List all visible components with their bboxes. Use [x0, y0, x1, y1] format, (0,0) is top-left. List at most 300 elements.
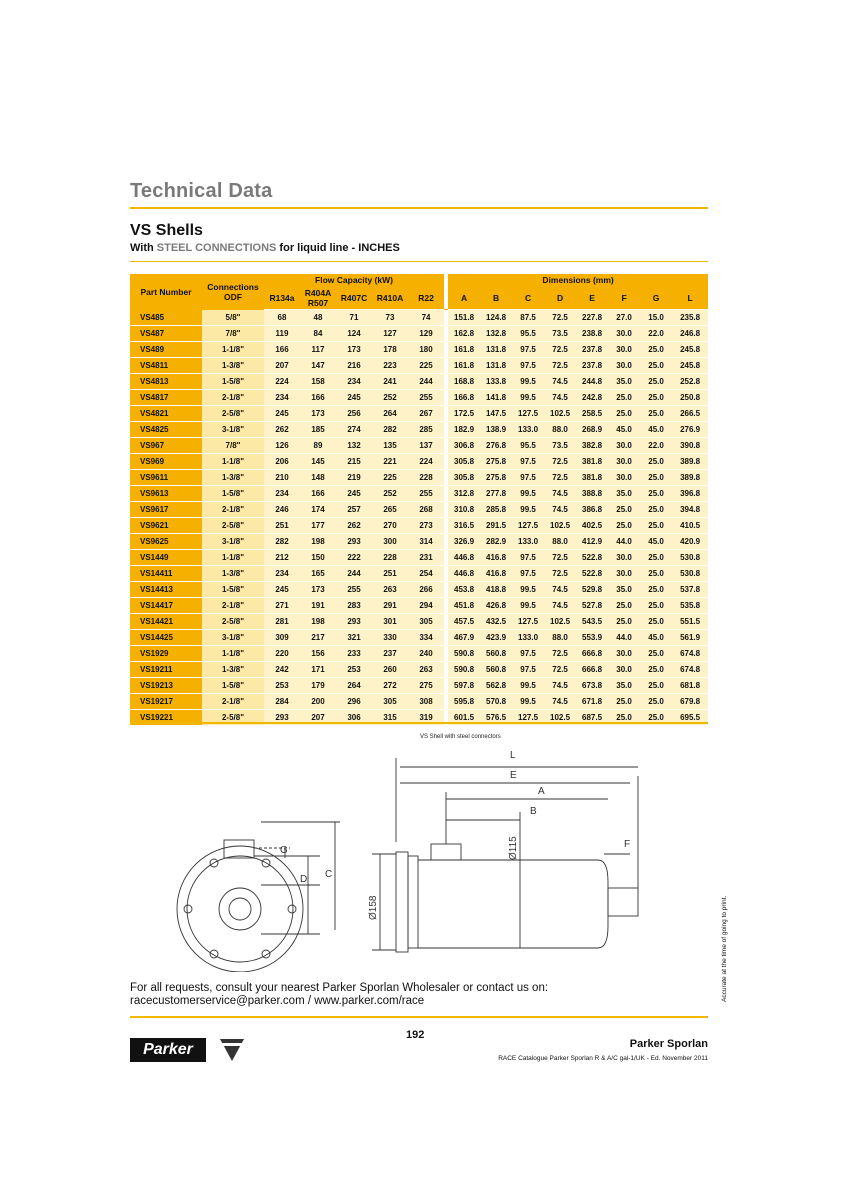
value-cell: 207 — [264, 358, 300, 374]
value-cell: 25.0 — [608, 694, 640, 710]
value-cell: 88.0 — [544, 534, 576, 550]
connection-cell: 1-5/8" — [202, 678, 264, 694]
value-cell: 234 — [336, 374, 372, 390]
specs-table — [130, 274, 708, 725]
value-cell: 281 — [264, 614, 300, 630]
value-cell: 227.8 — [576, 310, 608, 326]
value-cell: 412.9 — [576, 534, 608, 550]
value-cell: 161.8 — [448, 342, 480, 358]
value-cell: 72.5 — [544, 358, 576, 374]
product-subtitle — [130, 242, 400, 254]
value-cell: 172.5 — [448, 406, 480, 422]
value-cell: 25.0 — [640, 470, 672, 486]
value-cell: 301 — [372, 614, 408, 630]
value-cell: 129 — [408, 326, 444, 342]
value-cell: 457.5 — [448, 614, 480, 630]
value-cell: 570.8 — [480, 694, 512, 710]
value-cell: 177 — [300, 518, 336, 534]
part-number-cell: VS485 — [130, 310, 202, 326]
label-D: D — [300, 874, 308, 885]
value-cell: 291.5 — [480, 518, 512, 534]
part-number-cell: VS4811 — [130, 358, 202, 374]
value-cell: 99.5 — [512, 502, 544, 518]
value-cell: 35.0 — [608, 486, 640, 502]
value-cell: 242 — [264, 662, 300, 678]
value-cell: 294 — [408, 598, 444, 614]
value-cell: 74.5 — [544, 502, 576, 518]
value-cell: 312.8 — [448, 486, 480, 502]
value-cell: 73.5 — [544, 438, 576, 454]
end-view-port-outer — [219, 888, 261, 930]
value-cell: 127 — [372, 326, 408, 342]
value-cell: 25.0 — [608, 518, 640, 534]
value-cell: 212 — [264, 550, 300, 566]
value-cell: 68 — [264, 310, 300, 326]
value-cell: 234 — [264, 390, 300, 406]
value-cell: 25.0 — [640, 374, 672, 390]
value-cell: 161.8 — [448, 358, 480, 374]
value-cell: 330 — [372, 630, 408, 646]
connection-cell: 7/8" — [202, 438, 264, 454]
value-cell: 99.5 — [512, 582, 544, 598]
value-cell: 15.0 — [640, 310, 672, 326]
value-cell: 245.8 — [672, 342, 708, 358]
value-cell: 25.0 — [640, 502, 672, 518]
value-cell: 326.9 — [448, 534, 480, 550]
value-cell: 71 — [336, 310, 372, 326]
value-cell: 74.5 — [544, 390, 576, 406]
value-cell: 72.5 — [544, 470, 576, 486]
value-cell: 262 — [264, 422, 300, 438]
value-cell: 253 — [264, 678, 300, 694]
value-cell: 666.8 — [576, 646, 608, 662]
value-cell: 245 — [264, 582, 300, 598]
value-cell: 99.5 — [512, 678, 544, 694]
value-cell: 45.0 — [640, 422, 672, 438]
value-cell: 27.0 — [608, 310, 640, 326]
value-cell: 388.8 — [576, 486, 608, 502]
header-flow-capacity: Flow Capacity (kW) — [264, 274, 444, 287]
value-cell: 529.8 — [576, 582, 608, 598]
value-cell: 25.0 — [640, 566, 672, 582]
value-cell: 535.8 — [672, 598, 708, 614]
value-cell: 553.9 — [576, 630, 608, 646]
label-B: B — [530, 806, 537, 817]
connection-cell: 1-3/8" — [202, 566, 264, 582]
value-cell: 166 — [300, 486, 336, 502]
value-cell: 275.8 — [480, 454, 512, 470]
value-cell: 25.0 — [640, 486, 672, 502]
part-number-cell: VS9625 — [130, 534, 202, 550]
value-cell: 151.8 — [448, 310, 480, 326]
end-view-nipple — [224, 840, 254, 858]
value-cell: 25.0 — [640, 582, 672, 598]
header-col: R410A — [372, 287, 408, 310]
table-row — [130, 406, 708, 422]
value-cell: 255 — [408, 390, 444, 406]
value-cell: 246 — [264, 502, 300, 518]
header-col: A — [448, 287, 480, 310]
value-cell: 263 — [408, 662, 444, 678]
value-cell: 25.0 — [608, 390, 640, 406]
value-cell: 210 — [264, 470, 300, 486]
value-cell: 30.0 — [608, 438, 640, 454]
table-row — [130, 422, 708, 438]
value-cell: 99.5 — [512, 486, 544, 502]
label-L: L — [510, 750, 516, 761]
value-cell: 300 — [372, 534, 408, 550]
value-cell: 117 — [300, 342, 336, 358]
table-row — [130, 342, 708, 358]
value-cell: 231 — [408, 550, 444, 566]
value-cell: 250.8 — [672, 390, 708, 406]
value-cell: 235.8 — [672, 310, 708, 326]
part-number-cell: VS19213 — [130, 678, 202, 694]
value-cell: 334 — [408, 630, 444, 646]
value-cell: 119 — [264, 326, 300, 342]
value-cell: 223 — [372, 358, 408, 374]
value-cell: 674.8 — [672, 646, 708, 662]
value-cell: 264 — [336, 678, 372, 694]
table-body — [130, 310, 708, 726]
part-number-cell: VS14417 — [130, 598, 202, 614]
value-cell: 25.0 — [640, 678, 672, 694]
footer-divider — [130, 1016, 708, 1018]
value-cell: 234 — [264, 486, 300, 502]
value-cell: 127.5 — [512, 614, 544, 630]
part-number-cell: VS19217 — [130, 694, 202, 710]
value-cell: 150 — [300, 550, 336, 566]
value-cell: 251 — [264, 518, 300, 534]
table-row — [130, 326, 708, 342]
value-cell: 245 — [336, 486, 372, 502]
value-cell: 244 — [408, 374, 444, 390]
value-cell: 237.8 — [576, 342, 608, 358]
value-cell: 131.8 — [480, 342, 512, 358]
value-cell: 273 — [408, 518, 444, 534]
value-cell: 30.0 — [608, 326, 640, 342]
value-cell: 673.8 — [576, 678, 608, 694]
value-cell: 309 — [264, 630, 300, 646]
value-cell: 275 — [408, 678, 444, 694]
value-cell: 272 — [372, 678, 408, 694]
value-cell: 274 — [336, 422, 372, 438]
value-cell: 174 — [300, 502, 336, 518]
value-cell: 87.5 — [512, 310, 544, 326]
value-cell: 560.8 — [480, 662, 512, 678]
value-cell: 382.8 — [576, 438, 608, 454]
value-cell: 89 — [300, 438, 336, 454]
value-cell: 671.8 — [576, 694, 608, 710]
value-cell: 198 — [300, 614, 336, 630]
value-cell: 25.0 — [608, 614, 640, 630]
value-cell: 530.8 — [672, 566, 708, 582]
value-cell: 156 — [300, 646, 336, 662]
label-C: C — [325, 869, 333, 880]
value-cell: 97.5 — [512, 646, 544, 662]
value-cell: 687.5 — [576, 710, 608, 726]
value-cell: 244 — [336, 566, 372, 582]
connection-cell: 2-1/8" — [202, 694, 264, 710]
value-cell: 72.5 — [544, 662, 576, 678]
value-cell: 265 — [372, 502, 408, 518]
connection-cell: 1-1/8" — [202, 342, 264, 358]
part-number-cell: VS4813 — [130, 374, 202, 390]
value-cell: 72.5 — [544, 454, 576, 470]
part-number-cell: VS14421 — [130, 614, 202, 630]
value-cell: 266 — [408, 582, 444, 598]
header-col: G — [640, 287, 672, 310]
title-divider — [130, 207, 708, 209]
table-row — [130, 358, 708, 374]
value-cell: 72.5 — [544, 342, 576, 358]
value-cell: 137 — [408, 438, 444, 454]
bolt-hole — [288, 905, 296, 913]
part-number-cell: VS14411 — [130, 566, 202, 582]
value-cell: 25.0 — [640, 662, 672, 678]
bolt-hole — [184, 905, 192, 913]
value-cell: 147 — [300, 358, 336, 374]
connection-cell: 7/8" — [202, 326, 264, 342]
connection-cell: 3-1/8" — [202, 534, 264, 550]
value-cell: 132.8 — [480, 326, 512, 342]
value-cell: 191 — [300, 598, 336, 614]
value-cell: 530.8 — [672, 550, 708, 566]
section-title: Technical Data — [130, 180, 273, 202]
part-number-cell: VS489 — [130, 342, 202, 358]
value-cell: 245 — [336, 390, 372, 406]
value-cell: 25.0 — [640, 550, 672, 566]
table-row — [130, 646, 708, 662]
value-cell: 74.5 — [544, 582, 576, 598]
value-cell: 590.8 — [448, 646, 480, 662]
value-cell: 601.5 — [448, 710, 480, 726]
value-cell: 390.8 — [672, 438, 708, 454]
part-number-cell: VS969 — [130, 454, 202, 470]
value-cell: 263 — [372, 582, 408, 598]
value-cell: 522.8 — [576, 550, 608, 566]
value-cell: 238.8 — [576, 326, 608, 342]
sporlan-logo — [218, 1037, 246, 1063]
value-cell: 284 — [264, 694, 300, 710]
table-row — [130, 662, 708, 678]
value-cell: 264 — [372, 406, 408, 422]
part-number-cell: VS487 — [130, 326, 202, 342]
header-col: L — [672, 287, 708, 310]
value-cell: 84 — [300, 326, 336, 342]
value-cell: 252.8 — [672, 374, 708, 390]
value-cell: 221 — [372, 454, 408, 470]
value-cell: 293 — [264, 710, 300, 726]
value-cell: 270 — [372, 518, 408, 534]
value-cell: 293 — [336, 534, 372, 550]
value-cell: 314 — [408, 534, 444, 550]
value-cell: 291 — [372, 598, 408, 614]
connection-cell: 1-1/8" — [202, 646, 264, 662]
value-cell: 132 — [336, 438, 372, 454]
header-col: R407C — [336, 287, 372, 310]
subtitle-divider — [130, 261, 708, 262]
value-cell: 158 — [300, 374, 336, 390]
header-col: R404A R507 — [300, 287, 336, 310]
value-cell: 30.0 — [608, 358, 640, 374]
value-cell: 237 — [372, 646, 408, 662]
connection-cell: 1-3/8" — [202, 470, 264, 486]
table-row — [130, 678, 708, 694]
connection-cell: 1-5/8" — [202, 486, 264, 502]
connection-cell: 2-5/8" — [202, 614, 264, 630]
value-cell: 283 — [336, 598, 372, 614]
part-number-cell: VS4825 — [130, 422, 202, 438]
value-cell: 285.8 — [480, 502, 512, 518]
label-G: G — [280, 845, 288, 856]
value-cell: 166 — [264, 342, 300, 358]
connection-cell: 1-3/8" — [202, 358, 264, 374]
footer-contact-line: For all requests, consult your nearest Parker Sporlan Wholesaler or contact us on: — [130, 982, 549, 994]
connection-cell: 1-5/8" — [202, 374, 264, 390]
value-cell: 576.5 — [480, 710, 512, 726]
value-cell: 74.5 — [544, 486, 576, 502]
value-cell: 45.0 — [640, 630, 672, 646]
value-cell: 293 — [336, 614, 372, 630]
value-cell: 173 — [300, 406, 336, 422]
value-cell: 418.8 — [480, 582, 512, 598]
part-number-cell: VS14425 — [130, 630, 202, 646]
value-cell: 127.5 — [512, 710, 544, 726]
value-cell: 30.0 — [608, 342, 640, 358]
connection-cell: 2-1/8" — [202, 390, 264, 406]
connection-cell: 1-5/8" — [202, 582, 264, 598]
value-cell: 537.8 — [672, 582, 708, 598]
label-dia158: Ø158 — [368, 895, 379, 920]
side-gasket — [408, 856, 418, 948]
value-cell: 97.5 — [512, 470, 544, 486]
value-cell: 245.8 — [672, 358, 708, 374]
table-row — [130, 566, 708, 582]
connection-cell: 5/8" — [202, 310, 264, 326]
value-cell: 25.0 — [640, 694, 672, 710]
value-cell: 597.8 — [448, 678, 480, 694]
value-cell: 305 — [408, 614, 444, 630]
value-cell: 679.8 — [672, 694, 708, 710]
value-cell: 73.5 — [544, 326, 576, 342]
value-cell: 240 — [408, 646, 444, 662]
connection-cell: 1-1/8" — [202, 454, 264, 470]
value-cell: 182.9 — [448, 422, 480, 438]
value-cell: 99.5 — [512, 694, 544, 710]
value-cell: 25.0 — [640, 614, 672, 630]
value-cell: 522.8 — [576, 566, 608, 582]
value-cell: 423.9 — [480, 630, 512, 646]
connection-cell: 3-1/8" — [202, 422, 264, 438]
value-cell: 276.9 — [672, 422, 708, 438]
part-number-cell: VS1449 — [130, 550, 202, 566]
page-number: 192 — [406, 1029, 425, 1041]
value-cell: 282 — [372, 422, 408, 438]
value-cell: 97.5 — [512, 662, 544, 678]
value-cell: 25.0 — [608, 502, 640, 518]
value-cell: 147.5 — [480, 406, 512, 422]
value-cell: 451.8 — [448, 598, 480, 614]
table-row — [130, 534, 708, 550]
value-cell: 22.0 — [640, 438, 672, 454]
header-part-number: Part Number — [130, 274, 202, 310]
value-cell: 381.8 — [576, 470, 608, 486]
end-view-outer-circle — [177, 846, 303, 972]
value-cell: 315 — [372, 710, 408, 726]
value-cell: 296 — [336, 694, 372, 710]
value-cell: 305.8 — [448, 470, 480, 486]
value-cell: 305 — [372, 694, 408, 710]
value-cell: 386.8 — [576, 502, 608, 518]
value-cell: 30.0 — [608, 550, 640, 566]
value-cell: 72.5 — [544, 566, 576, 582]
value-cell: 25.0 — [640, 358, 672, 374]
part-number-cell: VS9611 — [130, 470, 202, 486]
technical-drawing — [160, 742, 650, 972]
value-cell: 316.5 — [448, 518, 480, 534]
value-cell: 225 — [408, 358, 444, 374]
value-cell: 173 — [336, 342, 372, 358]
value-cell: 102.5 — [544, 614, 576, 630]
value-cell: 138.9 — [480, 422, 512, 438]
header-col: D — [544, 287, 576, 310]
value-cell: 467.9 — [448, 630, 480, 646]
value-cell: 25.0 — [608, 406, 640, 422]
footer-contact-links: racecustomerservice@parker.com / www.parker.com/race — [130, 995, 425, 1007]
value-cell: 234 — [264, 566, 300, 582]
drawing-caption: VS Shell with steel connectors — [420, 734, 501, 740]
value-cell: 257 — [336, 502, 372, 518]
value-cell: 25.0 — [640, 598, 672, 614]
table-row — [130, 390, 708, 406]
table-divider — [130, 722, 708, 724]
value-cell: 180 — [408, 342, 444, 358]
connection-cell: 1-1/8" — [202, 550, 264, 566]
value-cell: 99.5 — [512, 374, 544, 390]
connection-cell: 2-5/8" — [202, 518, 264, 534]
value-cell: 276.8 — [480, 438, 512, 454]
value-cell: 25.0 — [640, 646, 672, 662]
value-cell: 254 — [408, 566, 444, 582]
value-cell: 219 — [336, 470, 372, 486]
catalogue-reference: RACE Catalogue Parker Sporlan R & A/C gal-1/UK - Ed. November 2011 — [498, 1055, 708, 1062]
value-cell: 102.5 — [544, 518, 576, 534]
value-cell: 145 — [300, 454, 336, 470]
value-cell: 285 — [408, 422, 444, 438]
value-cell: 258.5 — [576, 406, 608, 422]
value-cell: 595.8 — [448, 694, 480, 710]
value-cell: 206 — [264, 454, 300, 470]
value-cell: 255 — [408, 486, 444, 502]
value-cell: 74.5 — [544, 694, 576, 710]
label-F: F — [624, 839, 631, 850]
value-cell: 178 — [372, 342, 408, 358]
value-cell: 306 — [336, 710, 372, 726]
outlet-connector — [608, 888, 638, 916]
value-cell: 389.8 — [672, 470, 708, 486]
value-cell: 389.8 — [672, 454, 708, 470]
table-row — [130, 486, 708, 502]
header-col: R22 — [408, 287, 444, 310]
value-cell: 446.8 — [448, 550, 480, 566]
value-cell: 267 — [408, 406, 444, 422]
value-cell: 141.8 — [480, 390, 512, 406]
value-cell: 394.8 — [672, 502, 708, 518]
value-cell: 171 — [300, 662, 336, 678]
table-row — [130, 694, 708, 710]
value-cell: 216 — [336, 358, 372, 374]
